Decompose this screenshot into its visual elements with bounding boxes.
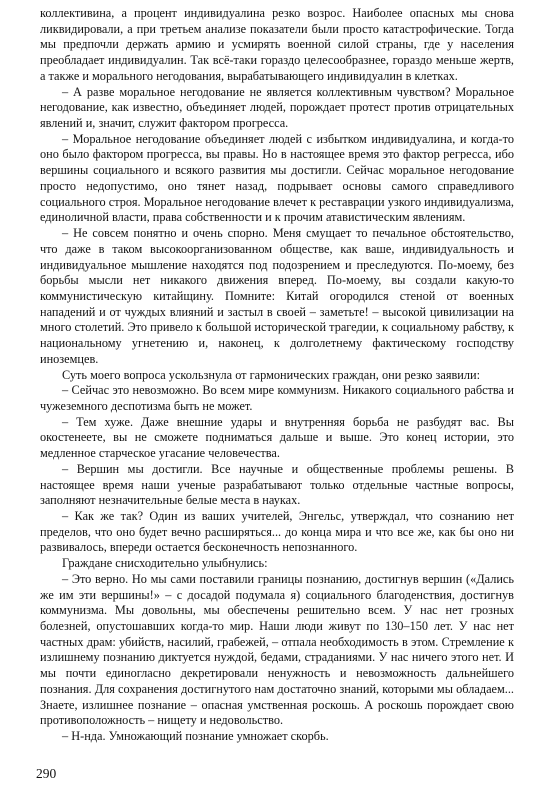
paragraph: – Тем хуже. Даже внешние удары и внутренняя борьба не разбудят вас. Вы окостенеете, вы не сможете подниматься дальше и выше. Это конец истории, это медленное старческое угасание человечества. (40, 414, 514, 461)
page-number: 290 (36, 766, 57, 781)
paragraph: – Как же так? Один из ваших учителей, Энгельс, утверждал, что сознанию нет пределов, что оно будет вечно расширяться... до конца мира и что все же, как бы оно ни развивалось, впереди остается бесконечность непознанного. (40, 509, 514, 555)
paragraph: Граждане снисходительно улыбнулись: (62, 556, 268, 571)
paragraph: – Моральное негодование объединяет людей с избытком индивидуалина, и когда-то оно было фактором прогресса, вы правы. Но в настоящее время это фактор регресса, ибо вершины социального и всякого развития мы достигли. Сейчас моральное негодование просто недопустимо, оно тянет назад, подрывает основы самого справедливого социального строя. Моральное негодование влечет к реставрации узкого индивидуализма, единоличной власти, права собственности и к прочим атавистическим явлениям. (40, 131, 514, 225)
paragraph: – Вершин мы достигли. Все научные и общественные проблемы решены. В настоящее время наши ученые разрабатывают только отдельные частные вопросы, заполняют незначительные белые места в науках. (40, 461, 514, 508)
paragraph: – Н-нда. Умножающий познание умножает скорбь. (62, 729, 329, 744)
paragraph: коллективина, а процент индивидуалина резко возрос. Наиболее опасных мы снова ликвидировали, а при третьем анализе показатели были просто катастрофические. Тогда мы предпочли держать армию и усмирять военной силой страны, где у населения преобладает индивидуалин. Так всё-таки гораздо целесообразнее, гораздо меньше жертв, а также и морального негодования, вырабатывающего индивидуалин в клетках. (40, 6, 514, 83)
paragraph: – А разве моральное негодование не является коллективным чувством? Моральное негодование, как известно, объединяет людей, порождает протест против отрицательных явлений и, значит, служит фактором прогресса. (40, 84, 514, 131)
paragraph: – Сейчас это невозможно. Во всем мире коммунизм. Никакого социального рабства и чужеземного деспотизма быть не может. (40, 383, 514, 413)
book-page-text (40, 6, 514, 746)
paragraph: Суть моего вопроса ускользнула от гармонических граждан, они резко заявили: (62, 367, 481, 382)
paragraph: – Не совсем понятно и очень спорно. Меня смущает то печальное обстоятельство, что даже в таком высокоорганизованном обществе, как ваше, индивидуальность и индивидуальное мышление находятся под подозрением и преследуются. По-моему, без борьбы мысли нет никакого движения вперед. По-моему, вы создали какую-то коммунистическую китайщину. Помните: Китай огородился стеной от военных нападений и от чуждых влияний и застыл в своей – заметьте! – высокой цивилизации на много столетий. Это привело к большой исторической трагедии, к социальному рабству, к национальному угнетению и, наконец, к долголетнему фактическому господству иноземцев. (40, 226, 514, 366)
paragraph: – Это верно. Но мы сами поставили границы познанию, достигнув вершин («Дались же им эти вершины!» – с досадой подумала я) социального благоденствия, достигнув коммунизма. Мы довольны, мы обеспечены решительно всем. У нас нет грозных болезней, опустошавших когда-то мир. Наши люди живут по 130–150 лет. У нас нет частных драм: убийств, насилий, грабежей, – отпала необходимость в этом. Стремление к излишнему познанию диктуется нуждой, бедами, страданиями. У нас ничего этого нет. И мы почти единогласно декретировали ненужность и невозможность дальнейшего познания. Для сохранения достигнутого нам достаточно знаний, которыми мы обладаем... Знаете, излишнее познание – опасная умственная роскошь. А роскошь порождает свою противоположность – нищету и недовольство. (40, 571, 514, 728)
